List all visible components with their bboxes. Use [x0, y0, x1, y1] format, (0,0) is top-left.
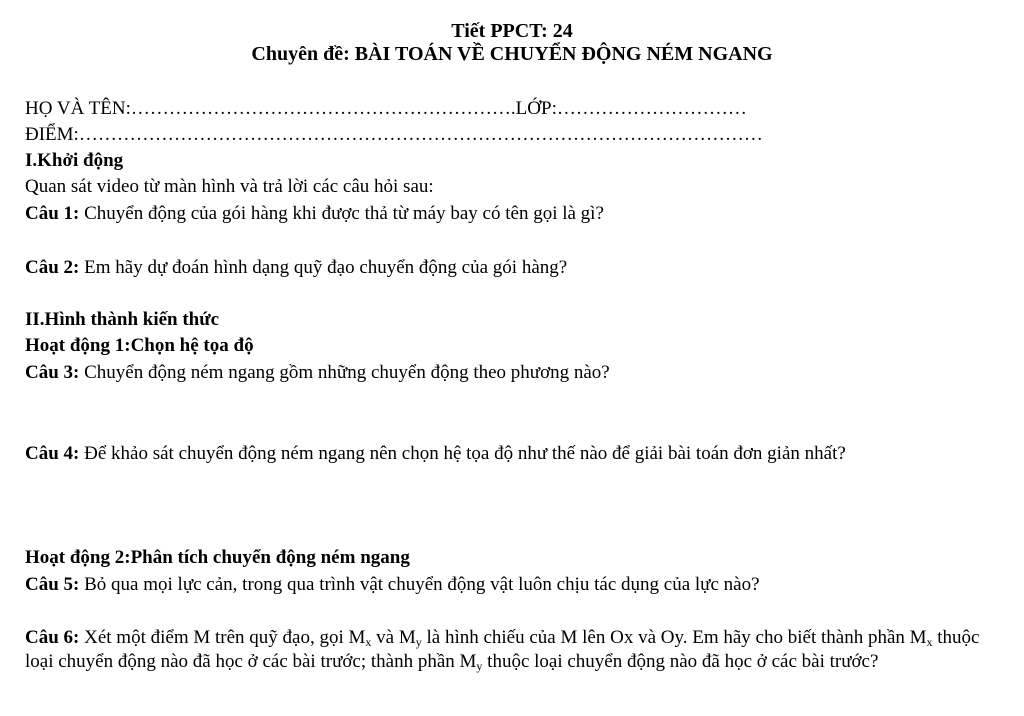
- question-4-text: Để khảo sát chuyển động ném ngang nên chọn hệ tọa độ như thế nào để giải bài toán đơn giản nhất?: [79, 443, 846, 464]
- question-2: [25, 257, 567, 279]
- question-4-label: Câu 4:: [25, 443, 80, 464]
- topic-title: Chuyên đề: BÀI TOÁN VỀ CHUYỂN ĐỘNG NÉM NGANG: [251, 43, 773, 65]
- question-1: [25, 203, 604, 225]
- subscript-x: x: [365, 635, 372, 649]
- subscript-x: x: [926, 635, 933, 649]
- question-6-text-4: thuộc loại chuyển động nào đã học ở các bài trước; thành phần M: [25, 627, 980, 672]
- section-1-heading: I.Khởi động: [25, 150, 124, 171]
- subscript-y: y: [476, 659, 483, 673]
- question-3: [25, 362, 610, 384]
- lesson-number: Tiết PPCT: 24: [451, 20, 573, 42]
- question-1-text: Chuyển động của gói hàng khi được thả từ máy bay có tên gọi là gì?: [79, 203, 604, 224]
- question-4: [25, 442, 1000, 466]
- score-label: ĐIỂM:: [25, 124, 79, 145]
- question-2-text: Em hãy dự đoán hình dạng quỹ đạo chuyển động của gói hàng?: [79, 257, 568, 278]
- subscript-y: y: [415, 635, 422, 649]
- class-field-dots: …………………………: [556, 98, 747, 119]
- question-5-label: Câu 5:: [25, 574, 80, 595]
- score-line: [25, 124, 763, 146]
- question-1-label: Câu 1:: [25, 203, 80, 224]
- question-5-text: Bỏ qua mọi lực cản, trong qua trình vật chuyển động vật luôn chịu tác dụng của lực nào?: [79, 574, 760, 595]
- question-3-label: Câu 3:: [25, 362, 80, 383]
- activity-2-heading: Hoạt động 2:Phân tích chuyển động ném ngang: [25, 547, 410, 568]
- score-field-dots: ………………………………………………………………………………………………: [78, 124, 763, 145]
- class-label: LỚP:: [515, 98, 557, 119]
- question-6-text-5: thuộc loại chuyển động nào đã học ở các bài trước?: [482, 651, 879, 672]
- question-6-text-1: Xét một điểm M trên quỹ đạo, gọi M: [79, 627, 366, 648]
- name-class-line: [25, 98, 747, 120]
- question-2-label: Câu 2:: [25, 257, 80, 278]
- question-5: [25, 574, 760, 596]
- question-6: [25, 626, 1000, 674]
- question-6-text-3: là hình chiếu của M lên Ox và Oy. Em hãy cho biết thành phần M: [421, 627, 927, 648]
- section-1-intro: Quan sát video từ màn hình và trả lời các câu hỏi sau:: [25, 176, 434, 197]
- question-6-label: Câu 6:: [25, 627, 80, 648]
- section-2-heading: II.Hình thành kiến thức: [25, 309, 220, 330]
- name-label: HỌ VÀ TÊN:: [25, 98, 131, 119]
- question-3-text: Chuyển động ném ngang gồm những chuyển động theo phương nào?: [79, 362, 610, 383]
- question-6-text-2: và M: [371, 627, 416, 648]
- name-field-dots: …………………………………………………….: [130, 98, 516, 119]
- activity-1-heading: Hoạt động 1:Chọn hệ tọa độ: [25, 335, 254, 356]
